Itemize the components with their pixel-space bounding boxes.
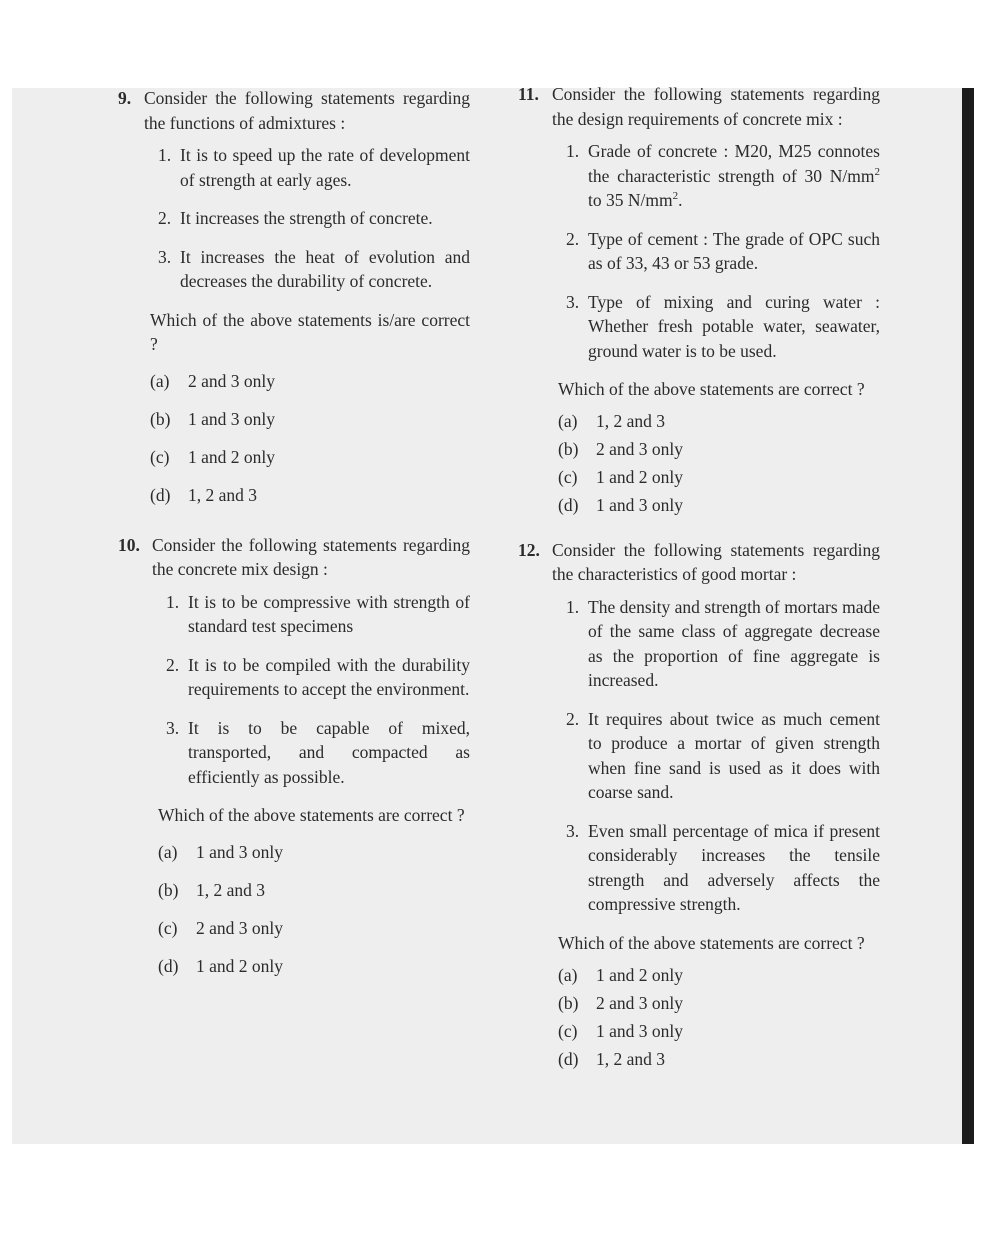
option-label: (b) [558, 439, 579, 460]
statement-number: 3. [158, 246, 172, 267]
option-text: 1, 2 and 3 [596, 411, 666, 432]
option-label: (a) [150, 371, 170, 392]
right-column [518, 82, 880, 1073]
statement [566, 290, 880, 364]
option-d[interactable] [150, 477, 470, 515]
option-text: 2 and 3 only [596, 992, 684, 1013]
option-text: 1 and 3 only [596, 495, 684, 516]
statement [158, 143, 470, 192]
option-text: 1, 2 and 3 [196, 880, 266, 901]
statement-list [152, 590, 470, 790]
statement-text: Type of mixing and curing water : Whether fresh potable water, seawater, ground water is to be used. [588, 291, 880, 361]
option-a[interactable] [158, 834, 470, 872]
option-label: (a) [558, 411, 578, 432]
option-text: 1 and 2 only [596, 467, 684, 488]
statement-list [144, 143, 470, 294]
statement-number: 1. [566, 596, 580, 617]
statement-text: It is to be capable of mixed, transported, and compacted as efficiently as possible. [188, 717, 470, 787]
option-c[interactable] [150, 439, 470, 477]
option-text: 1 and 3 only [188, 409, 276, 430]
question-stem: Consider the following statements regarding the concrete mix design : [152, 534, 470, 579]
statement-number: 3. [566, 820, 580, 841]
option-b[interactable] [558, 989, 880, 1017]
statement [166, 716, 470, 790]
option-text: 1 and 3 only [596, 1020, 684, 1041]
option-a[interactable] [558, 408, 880, 436]
statement-number: 2. [566, 228, 580, 249]
statement [566, 707, 880, 805]
statement-number: 3. [566, 291, 580, 312]
option-text: 2 and 3 only [196, 918, 284, 939]
option-label: (a) [158, 842, 178, 863]
options-list [552, 408, 880, 520]
options-list [144, 363, 470, 515]
options-list [552, 961, 880, 1073]
option-d[interactable] [558, 1045, 880, 1073]
option-label: (d) [150, 485, 171, 506]
question-stem: Consider the following statements regarding the design requirements of concrete mix : [552, 84, 880, 129]
statement-text: It increases the heat of evolution and decreases the durability of concrete. [180, 246, 470, 291]
option-label: (a) [558, 964, 578, 985]
statement-number: 1. [158, 145, 172, 165]
statement-text: It is to be compressive with strength of standard test specimens [188, 591, 470, 636]
option-text: 2 and 3 only [596, 439, 684, 460]
statement [566, 139, 880, 213]
statement [158, 245, 470, 294]
question-11 [518, 82, 880, 520]
option-label: (d) [558, 495, 579, 516]
statement [566, 595, 880, 693]
statement [166, 590, 470, 639]
question-stem: Consider the following statements regarding the functions of admixtures : [144, 88, 470, 133]
statement [566, 819, 880, 917]
question-number: 11. [518, 84, 539, 104]
statement-list [552, 595, 880, 917]
option-text: 1 and 2 only [188, 447, 276, 468]
question-9 [118, 86, 470, 515]
option-b[interactable] [158, 872, 470, 910]
statement-number: 1. [166, 591, 180, 612]
statement-number: 2. [166, 654, 180, 675]
option-label: (c) [558, 467, 578, 488]
option-d[interactable] [158, 948, 470, 986]
statement-text: Even small percentage of mica if present considerably increases the tensile strength and adversely affects the compressive strength. [588, 820, 880, 914]
statement-text: It is to speed up the rate of development of strength at early ages. [180, 145, 470, 190]
statement-text: It increases the strength of concrete. [180, 208, 433, 228]
option-text: 1 and 2 only [196, 956, 284, 977]
options-list [152, 834, 470, 986]
option-label: (b) [558, 992, 579, 1013]
left-column [118, 86, 470, 986]
question-12 [518, 538, 880, 1074]
option-text: 1 and 2 only [596, 964, 684, 985]
option-a[interactable] [150, 363, 470, 401]
option-label: (d) [558, 1048, 579, 1069]
statement-text: Type of cement : The grade of OPC such as of 33, 43 or 53 grade. [588, 228, 880, 273]
option-label: (b) [158, 880, 179, 901]
question-number: 12. [518, 539, 540, 560]
option-text: 2 and 3 only [188, 371, 276, 392]
option-label: (d) [158, 956, 179, 977]
statement [166, 653, 470, 702]
statement-text: The density and strength of mortars made of the same class of aggregate decrease as the proportion of fine aggregate is increased. [588, 596, 880, 690]
option-b[interactable] [150, 401, 470, 439]
statement-number: 1. [566, 141, 580, 161]
question-number: 9. [118, 88, 132, 108]
statement-number: 2. [158, 208, 172, 228]
option-label: (c) [558, 1020, 578, 1041]
option-label: (b) [150, 409, 171, 430]
option-c[interactable] [158, 910, 470, 948]
statement [566, 227, 880, 276]
question-10 [118, 533, 470, 986]
question-prompt: Which of the above statements is/are correct ? [150, 309, 470, 354]
statement [158, 206, 470, 231]
question-number: 10. [118, 534, 140, 555]
option-text: 1 and 3 only [196, 842, 284, 863]
statement-number: 3. [166, 717, 180, 738]
statement-number: 2. [566, 708, 580, 729]
option-label: (c) [150, 447, 170, 468]
question-stem: Consider the following statements regarding the characteristics of good mortar : [552, 539, 880, 584]
statement-text: It requires about twice as much cement to produce a mortar of given strength when fine sand is used as it does with coarse sand. [588, 708, 880, 802]
question-prompt: Which of the above statements are correct ? [558, 379, 865, 399]
question-prompt: Which of the above statements are correct ? [558, 932, 865, 953]
statement-text: Grade of concrete : M20, M25 connotes the characteristic strength of 30 $N/mm^2$ to 35 $N/mm^2$. [588, 141, 880, 210]
option-d[interactable] [558, 492, 880, 520]
scan-border [962, 88, 974, 1144]
option-c[interactable] [558, 1017, 880, 1045]
option-c[interactable] [558, 464, 880, 492]
option-b[interactable] [558, 436, 880, 464]
option-text: 1, 2 and 3 [188, 485, 258, 506]
option-label: (c) [158, 918, 178, 939]
question-prompt: Which of the above statements are correct ? [158, 805, 465, 825]
statement-text: It is to be compiled with the durability requirements to accept the environment. [188, 654, 470, 699]
statement-list [552, 139, 880, 363]
option-text: 1, 2 and 3 [596, 1048, 666, 1069]
option-a[interactable] [558, 961, 880, 989]
